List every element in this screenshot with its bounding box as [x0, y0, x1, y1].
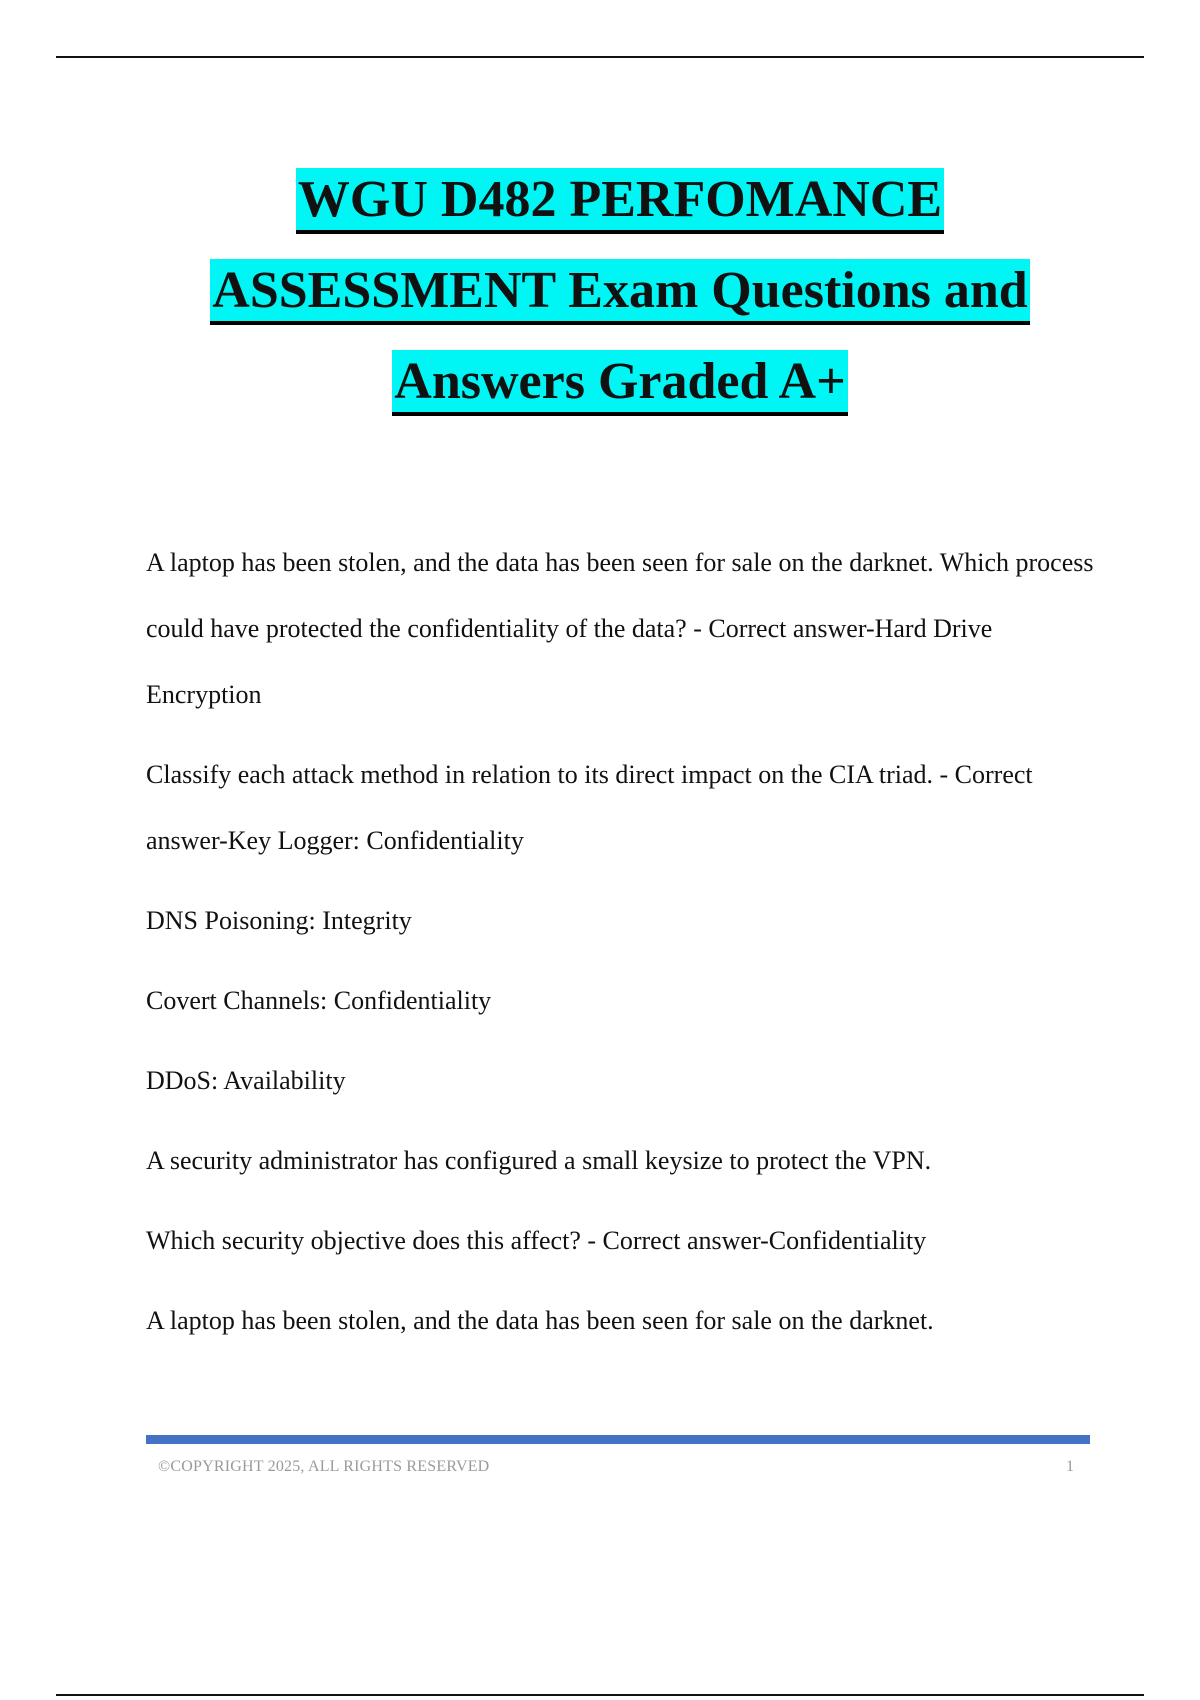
- title-line-3: Answers Graded A+: [392, 350, 847, 416]
- question-paragraph-2: Classify each attack method in relation to its direct impact on the CIA triad. - Correct answer-Key Logger: Confidentiality: [146, 760, 1033, 855]
- title-line-2: ASSESSMENT Exam Questions and: [210, 259, 1029, 325]
- answer-line-dns: DNS Poisoning: Integrity: [146, 906, 412, 935]
- answer-line-covert: Covert Channels: Confidentiality: [146, 986, 492, 1015]
- footer-copyright: ©COPYRIGHT 2025, ALL RIGHTS RESERVED: [158, 1458, 490, 1475]
- page-number: 1: [1066, 1458, 1074, 1475]
- footer-bar: [146, 1435, 1090, 1444]
- document-body: [146, 530, 1096, 1368]
- question-paragraph-1: A laptop has been stolen, and the data has been seen for sale on the darknet. Which process could have protected the confidentiality of the data? - Correct answer-Hard Drive Encryption: [146, 548, 1094, 709]
- top-rule: [56, 56, 1144, 58]
- question-paragraph-5: A laptop has been stolen, and the data has been seen for sale on the darknet.: [146, 1306, 934, 1335]
- question-paragraph-3: A security administrator has configured a small keysize to protect the VPN.: [146, 1146, 932, 1175]
- question-paragraph-4: Which security objective does this affect? - Correct answer-Confidentiality: [146, 1226, 927, 1255]
- bottom-rule: [56, 1694, 1144, 1696]
- answer-line-ddos: DDoS: Availability: [146, 1066, 346, 1095]
- title-line-1: WGU D482 PERFOMANCE: [296, 168, 944, 234]
- document-title: [130, 168, 1110, 441]
